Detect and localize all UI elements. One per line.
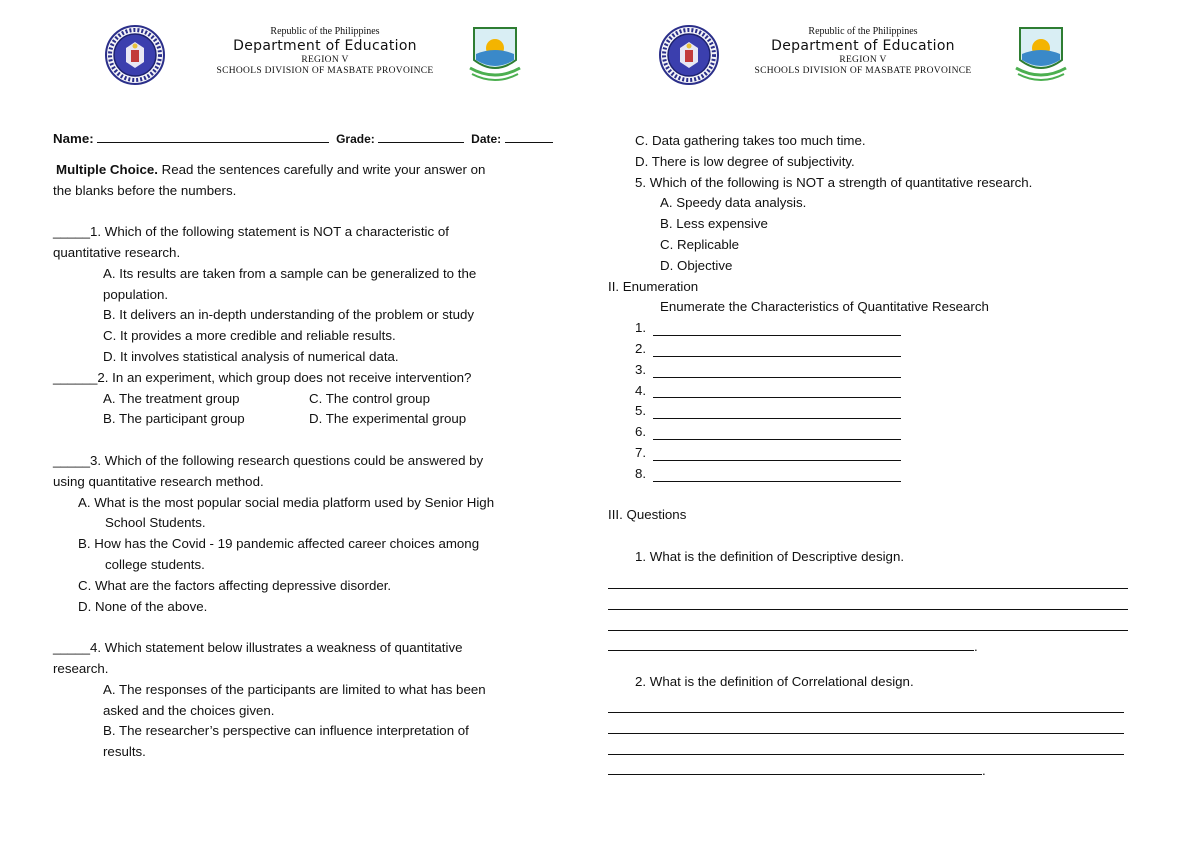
header-text bbox=[728, 26, 998, 77]
instructions-line-1: Multiple Choice. Read the sentences carefully and write your answer on bbox=[56, 161, 486, 177]
q1-choice-d: D. It involves statistical analysis of numerical data. bbox=[103, 348, 399, 364]
q2-stem: ______2. In an experiment, which group does not receive intervention? bbox=[53, 369, 472, 385]
grade-field[interactable] bbox=[378, 128, 464, 143]
answer-line[interactable] bbox=[608, 610, 1128, 631]
q2-choice-a: A. The treatment group bbox=[103, 390, 240, 406]
q3-choice-b: B. How has the Covid - 19 pandemic affected career choices among bbox=[78, 536, 480, 552]
answer-line[interactable] bbox=[608, 713, 1124, 734]
q1-stem-cont: quantitative research. bbox=[53, 244, 181, 260]
q5-stem: 5. Which of the following is NOT a strength of quantitative research. bbox=[635, 174, 1033, 190]
enumeration-heading: II. Enumeration bbox=[608, 278, 699, 294]
q3-choice-d: D. None of the above. bbox=[78, 598, 208, 614]
q3-choice-a-cont: School Students. bbox=[105, 515, 206, 531]
questions-heading: III. Questions bbox=[608, 507, 687, 523]
left-page-content bbox=[53, 128, 583, 763]
date-field[interactable] bbox=[505, 128, 553, 143]
date-label: Date: bbox=[471, 132, 502, 146]
answer-line[interactable] bbox=[608, 589, 1128, 610]
q3-answer-blank[interactable]: _____ bbox=[53, 452, 90, 468]
q4-stem-cont: research. bbox=[53, 660, 109, 676]
q3-stem: _____3. Which of the following research questions could be answered by bbox=[53, 452, 484, 468]
republic-label: Republic of the Philippines bbox=[270, 26, 380, 37]
department-title: Department of Education bbox=[233, 38, 417, 54]
republic-label: Republic of the Philippines bbox=[808, 26, 918, 37]
q3-choice-c: C. What are the factors affecting depressive disorder. bbox=[78, 577, 392, 593]
region-label: REGION V bbox=[301, 55, 349, 65]
name-field[interactable] bbox=[97, 128, 329, 143]
q5-choice-a: A. Speedy data analysis. bbox=[660, 195, 807, 211]
q4-stem: _____4. Which statement below illustrates a weakness of quantitative bbox=[53, 640, 463, 656]
q2-choices-row-1 bbox=[53, 389, 583, 410]
answer-line[interactable] bbox=[608, 692, 1124, 713]
answer-line-final[interactable]: . bbox=[608, 631, 1133, 651]
q4-choice-d: D. There is low degree of subjectivity. bbox=[635, 153, 855, 169]
enum-row[interactable]: 5. bbox=[608, 401, 1133, 422]
region-label: REGION V bbox=[839, 55, 887, 65]
q2-choices-row-2 bbox=[53, 409, 583, 430]
q1-stem: _____1. Which of the following statement is NOT a characteristic of bbox=[53, 224, 449, 240]
q3-choice-a: A. What is the most popular social media platform used by Senior High bbox=[78, 494, 495, 510]
header-text bbox=[190, 26, 460, 77]
q1-answer-blank[interactable]: _____ bbox=[53, 224, 90, 240]
q4-choice-a: A. The responses of the participants are limited to what has been bbox=[103, 681, 486, 697]
q1-choice-c: C. It provides a more credible and reliable results. bbox=[103, 328, 396, 344]
q5-choice-b: B. Less expensive bbox=[660, 216, 768, 232]
division-logo-icon bbox=[1012, 24, 1070, 86]
name-label: Name: bbox=[53, 131, 94, 146]
division-label: SCHOOLS DIVISION OF MASBATE PROVOINCE bbox=[216, 66, 434, 76]
enum-row[interactable]: 6. bbox=[608, 422, 1133, 443]
answer-line[interactable] bbox=[608, 568, 1128, 589]
q3-stem-cont: using quantitative research method. bbox=[53, 473, 264, 489]
grade-label: Grade: bbox=[336, 132, 375, 146]
enumeration-list bbox=[608, 318, 1133, 484]
q1-choice-a-cont: population. bbox=[103, 286, 169, 302]
enum-row[interactable]: 1. bbox=[608, 318, 1133, 339]
enumeration-prompt: Enumerate the Characteristics of Quantitative Research bbox=[660, 299, 989, 315]
q5-choice-d: D. Objective bbox=[660, 257, 733, 273]
question-2: 2. What is the definition of Correlational design. bbox=[635, 673, 914, 689]
right-page bbox=[600, 0, 1200, 848]
deped-seal-icon bbox=[658, 24, 720, 86]
q2-choice-d: D. The experimental group bbox=[309, 411, 467, 427]
q2-choice-b: B. The participant group bbox=[103, 411, 245, 427]
question-1: 1. What is the definition of Descriptive design. bbox=[635, 548, 905, 564]
instructions-heading: Multiple Choice. bbox=[56, 161, 158, 177]
enum-row[interactable]: 7. bbox=[608, 443, 1133, 464]
division-logo-icon bbox=[466, 24, 524, 86]
q2-answer-blank[interactable]: ______ bbox=[53, 369, 98, 385]
q3-choice-b-cont: college students. bbox=[105, 556, 205, 572]
division-label: SCHOOLS DIVISION OF MASBATE PROVOINCE bbox=[754, 66, 972, 76]
q4-choice-b-cont: results. bbox=[103, 744, 146, 760]
q1-choice-b: B. It delivers an in-depth understanding of the problem or study bbox=[103, 307, 475, 323]
instructions-line-2: the blanks before the numbers. bbox=[53, 182, 237, 198]
q4-choice-c: C. Data gathering takes too much time. bbox=[635, 133, 866, 148]
page-header bbox=[600, 24, 1200, 86]
deped-seal-icon bbox=[104, 24, 166, 86]
q5-choice-c: C. Replicable bbox=[660, 236, 740, 252]
right-page-content bbox=[608, 131, 1133, 779]
enum-row[interactable]: 8. bbox=[608, 464, 1133, 485]
answer-line[interactable] bbox=[608, 734, 1124, 755]
page-header bbox=[0, 24, 600, 86]
department-title: Department of Education bbox=[771, 38, 955, 54]
enum-row[interactable]: 4. bbox=[608, 381, 1133, 402]
q4-answer-blank[interactable]: _____ bbox=[53, 640, 90, 656]
enum-row[interactable]: 2. bbox=[608, 339, 1133, 360]
q4-choice-b: B. The researcher’s perspective can influence interpretation of bbox=[103, 723, 469, 739]
q2-choice-c: C. The control group bbox=[309, 390, 430, 406]
student-info-row bbox=[53, 128, 583, 150]
q1-choice-a: A. Its results are taken from a sample can be generalized to the bbox=[103, 265, 477, 281]
q4-choice-a-cont: asked and the choices given. bbox=[103, 702, 275, 718]
enum-row[interactable]: 3. bbox=[608, 360, 1133, 381]
answer-line-final[interactable]: . bbox=[608, 755, 1133, 775]
